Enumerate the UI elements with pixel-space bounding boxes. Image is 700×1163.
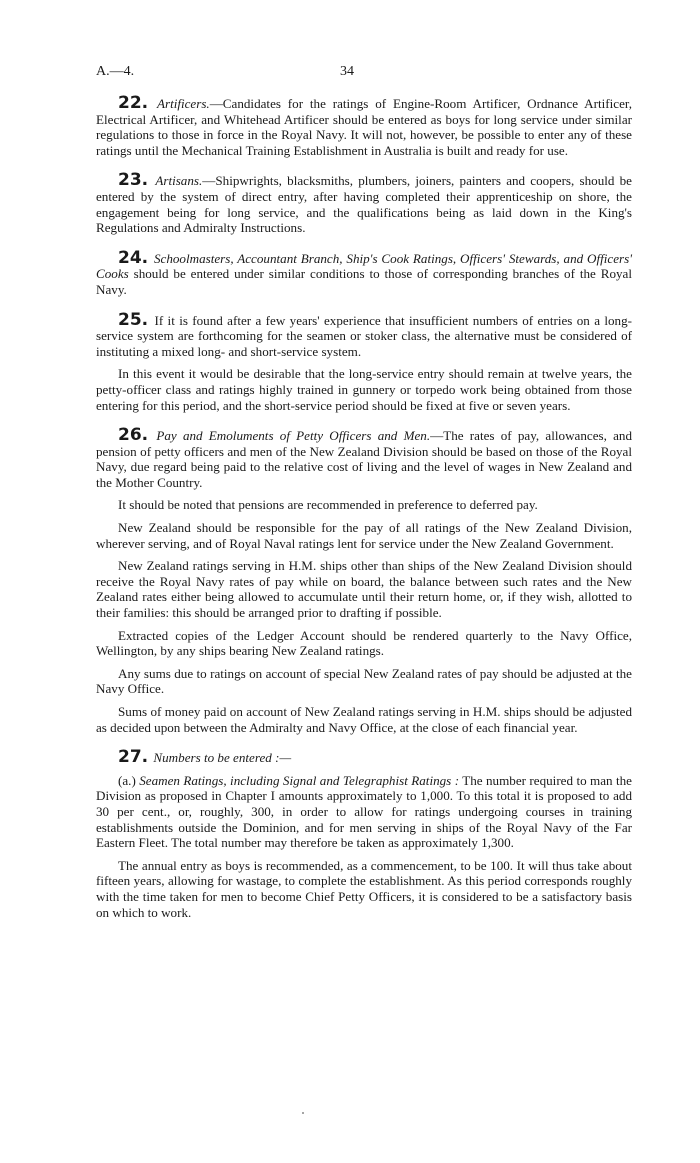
paragraph-25 [96, 309, 632, 360]
section-title: Pay and Emoluments of Petty Officers and Men. [156, 428, 431, 444]
section-text: —Candidates for the ratings of Engine-Room Artificer, Ordnance Artificer, Electrical Artificer, and Whitehead Artificer should be entered as boys for long service under similar regulations to those in force in the Royal Navy. It will not, however, be possible to enter any of these ratings until the Mechanical Training Establishment in Australia is built and ready for use. [96, 96, 632, 158]
document-reference: A.—4. [96, 64, 135, 79]
section-text: should be entered under similar conditions to those of corresponding branches of the Royal Navy. [96, 266, 632, 297]
paragraph-26-2: It should be noted that pensions are recommended in preference to deferred pay. [118, 497, 538, 513]
paragraph-25-2: In this event it would be desirable that the long-service entry should remain at twelve years, the petty-officer class and ratings highly trained in gunnery or torpedo work being obtained from those entering for this period, and the short-service period should be fixed at five or seven years. [96, 366, 632, 413]
paragraph-23 [96, 170, 632, 236]
paragraph-27 [96, 747, 632, 768]
section-title: Artisans. [155, 173, 203, 189]
print-mark [302, 1112, 304, 1114]
paragraph-26-6: Any sums due to ratings on account of special New Zealand rates of pay should be adjusted at the Navy Office. [96, 665, 632, 697]
section-number: 25. [118, 309, 149, 330]
section-number: 22. [118, 93, 149, 113]
paragraph-26-7: Sums of money paid on account of New Zealand ratings serving in H.M. ships should be adjusted as decided upon between the Admiralty and Navy Office, at the close of each financial year. [96, 704, 632, 735]
page-number: 34 [340, 64, 354, 79]
section-title: Artificers. [156, 96, 210, 111]
section-title: Schoolmasters, Accountant Branch, Ship's Cook Ratings, Officers' Stewards, and Officers' Cooks [96, 250, 632, 282]
subsection-title: Seamen Ratings, including Signal and Telegraphist Ratings : [139, 772, 460, 788]
paragraph-26-5: Extracted copies of the Ledger Account should be rendered quarterly to the Navy Office, Wellington, by any ships bearing New Zealand ratings. [96, 627, 632, 659]
document-body [96, 93, 633, 920]
paragraph-22 [96, 93, 632, 158]
section-text: —Shipwrights, blacksmiths, plumbers, joiners, painters and coopers, should be entered by the system of direct entry, after having completed their apprenticeship on shore, the engagement being for long service, and the qualifications being as laid down in the King's Regulations and Admiralty Instructions. [96, 173, 632, 236]
paragraph-27-2: The annual entry as boys is recommended, as a commencement, to be 100. It will thus take about fifteen years, allowing for wastage, to complete the establishment. As this period corresponds roughly with the time taken for men to become Chief Petty Officers, it is considered to be a satisfactory basis on which to work. [96, 857, 632, 920]
section-number: 27. [118, 747, 149, 768]
section-number: 23. [118, 170, 149, 191]
paragraph-26-3: New Zealand should be responsible for the pay of all ratings of the New Zealand Division, wherever serving, and of Royal Naval ratings lent for service under the New Zealand Government. [96, 520, 632, 551]
paragraph-26-4: New Zealand ratings serving in H.M. ships other than ships of the New Zealand Division should receive the Royal Navy rates of pay while on board, the balance between such rates and the New Zealand rates either being allowed to accumulate until their return home, or, if they wish, allotted to their families: this should be arranged prior to drafting if possible. [96, 558, 632, 621]
section-title: Numbers to be entered :— [153, 750, 292, 766]
section-number: 24. [118, 247, 149, 268]
paragraph-27a [96, 773, 632, 851]
section-text: —The rates of pay, allowances, and pension of petty officers and men of the New Zealand Division should be based on those of the Royal Navy, due regard being paid to the relative cost of living and the level of wages in New Zealand and the Mother Country. [96, 428, 633, 490]
section-text: If it is found after a few years' experience that insufficient numbers of entries on a long-service system are forthcoming for the seamen or stoker class, the alternative must be considered of instituting a mixed long- and short-service system. [96, 312, 632, 359]
page-header [96, 64, 632, 82]
paragraph-26 [96, 425, 633, 490]
paragraph-24 [96, 247, 632, 298]
subsection-text: The number required to man the Division as proposed in Chapter I amounts approximately to 1,000. To this total it is proposed to add 30 per cent., or, roughly, 300, in order to allow for ratings undergoing courses in training establishments outside the Dominion, and for men serving in ships of the Royal Navy of the Far Eastern Fleet. The total number may therefore be taken as approximately 1,300. [96, 772, 632, 851]
subsection-label: (a.) [118, 772, 136, 788]
section-number: 26. [118, 425, 149, 446]
